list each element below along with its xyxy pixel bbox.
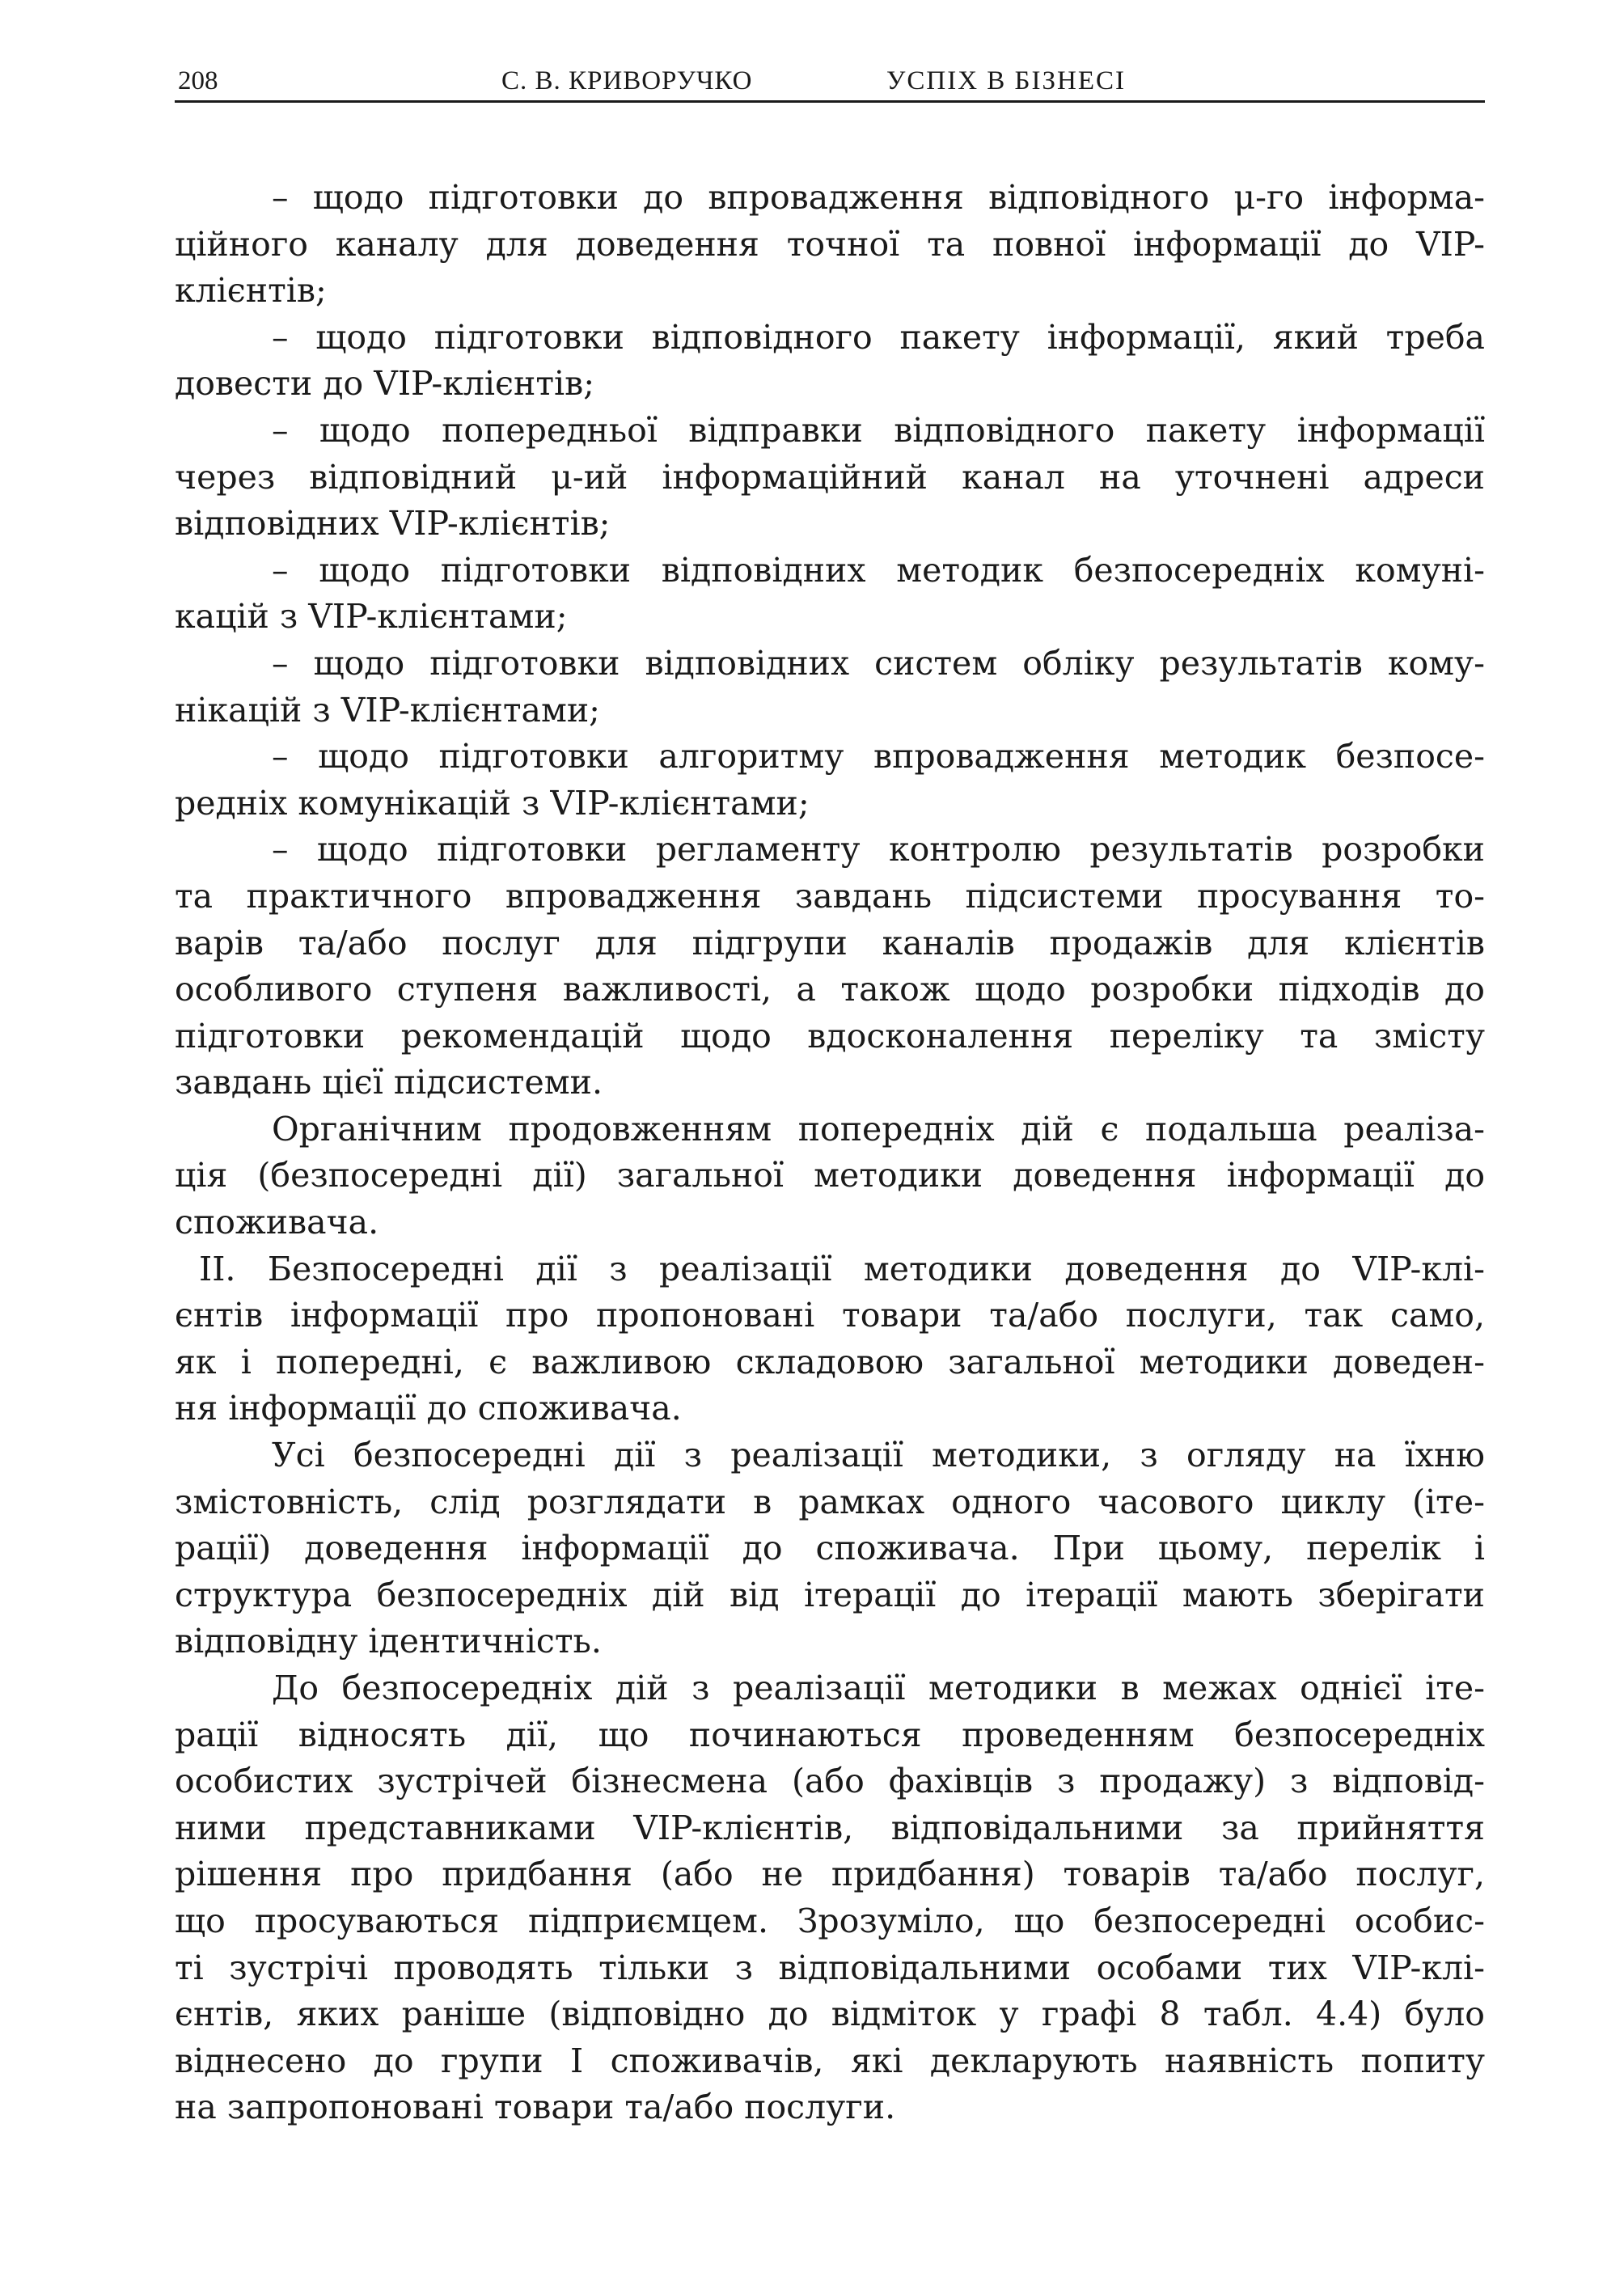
text-line: – щодо підготовки відповідного пакету інформації, який треба [272, 317, 1485, 357]
text-line: через відповідний μ-ий інформаційний канал на уточнені адреси [175, 457, 1485, 497]
text-line: II. Безпосередні дії з реалізації методики доведення до VIP-клі- [199, 1249, 1485, 1288]
text-line: ція (безпосередні дії) загальної методики доведення інформації до [175, 1156, 1485, 1195]
text-line: ними представниками VIP-клієнтів, відповідальними за прийняття [175, 1808, 1485, 1847]
text-line: – щодо підготовки регламенту контролю результатів розробки [272, 830, 1485, 869]
text-line: що просуваються підприємцем. Зрозуміло, що безпосередні особис- [175, 1901, 1485, 1940]
text-line: ті зустрічі проводять тільки з відповідальними особами тих VIP-клі- [175, 1948, 1485, 1987]
paragraph [175, 734, 1485, 827]
text-line: відповідну ідентичність. [175, 1622, 602, 1661]
text-line: довести до VIP-клієнтів; [175, 364, 595, 404]
text-line: особистих зустрічей бізнесмена (або фахівців з продажу) з відповід- [175, 1762, 1485, 1801]
text-line: – щодо попередньої відправки відповідного пакету інформації [272, 410, 1485, 450]
text-line: клієнтів; [175, 271, 327, 311]
text-line: змістовність, слід розглядати в рамках одного часового циклу (іте- [175, 1482, 1485, 1521]
paragraph [175, 408, 1485, 548]
text-line: як і попередні, є важливою складовою загальної методики доведен- [175, 1342, 1485, 1381]
text-line: – щодо підготовки до впровадження відповідного μ-го інформа- [272, 178, 1485, 217]
text-line: єнтів, яких раніше (відповідно до відміток у графі 8 табл. 4.4) було [175, 1995, 1485, 2034]
text-line: рації) доведення інформації до споживача. При цьому, перелік і [175, 1529, 1485, 1568]
text-line: рішення про придбання (або не придбання) товарів та/або послуг, [175, 1855, 1485, 1894]
text-line: варів та/або послуг для підгрупи каналів продажів для клієнтів [175, 923, 1485, 962]
header-book-title: УСПІХ В БІЗНЕСІ [886, 66, 1126, 95]
paragraph [175, 1246, 1485, 1432]
text-line: відповідних VIP-клієнтів; [175, 504, 611, 544]
body-text [175, 175, 1485, 2131]
text-line: ційного каналу для доведення точної та повної інформації до VIP- [175, 224, 1485, 264]
running-header [175, 65, 1485, 103]
text-line: завдань цієї підсистеми. [175, 1063, 603, 1102]
paragraph [175, 827, 1485, 1106]
text-line: кацій з VIP-клієнтами; [175, 597, 568, 637]
paragraph [175, 315, 1485, 408]
text-line: ня інформації до споживача. [175, 1389, 682, 1428]
paragraph [175, 1432, 1485, 1665]
text-line: – щодо підготовки відповідних методик безпосередніх комуні- [272, 550, 1485, 590]
page-number: 208 [178, 66, 218, 95]
text-line: До безпосередніх дій з реалізації методики в межах однієї іте- [272, 1669, 1485, 1707]
text-line: на запропоновані товари та/або послуги. [175, 2088, 896, 2127]
text-line: віднесено до групи I споживачів, які декларують наявність попиту [175, 2041, 1485, 2080]
text-line: підготовки рекомендацій щодо вдосконалення переліку та змісту [175, 1016, 1485, 1056]
text-line: особливого ступеня важливості, а також щодо розробки підходів до [175, 970, 1485, 1009]
text-line: Органічним продовженням попередніх дій є подальша реаліза- [272, 1109, 1485, 1149]
text-line: Усі безпосередні дії з реалізації методики, з огляду на їхню [272, 1436, 1485, 1475]
text-line: структура безпосередніх дій від ітерації до ітерації мають зберігати [175, 1575, 1485, 1614]
paragraph [175, 1665, 1485, 2131]
paragraph [175, 548, 1485, 641]
paragraph [175, 1106, 1485, 1246]
header-author: С. В. КРИВОРУЧКО [501, 66, 753, 95]
text-line: єнтів інформації про пропоновані товари та/або послуги, так само, [175, 1296, 1485, 1335]
text-line: споживача. [175, 1203, 379, 1242]
text-line: редніх комунікацій з VIP-клієнтами; [175, 783, 810, 823]
paragraph [175, 175, 1485, 315]
text-line: – щодо підготовки відповідних систем обліку результатів кому- [272, 643, 1485, 683]
text-line: та практичного впровадження завдань підсистеми просування то- [175, 876, 1485, 916]
text-line: – щодо підготовки алгоритму впровадження методик безпосе- [272, 737, 1485, 776]
text-line: нікацій з VIP-клієнтами; [175, 690, 600, 730]
text-line: рації відносять дії, що починаються проведенням безпосередніх [175, 1715, 1485, 1754]
paragraph [175, 641, 1485, 734]
